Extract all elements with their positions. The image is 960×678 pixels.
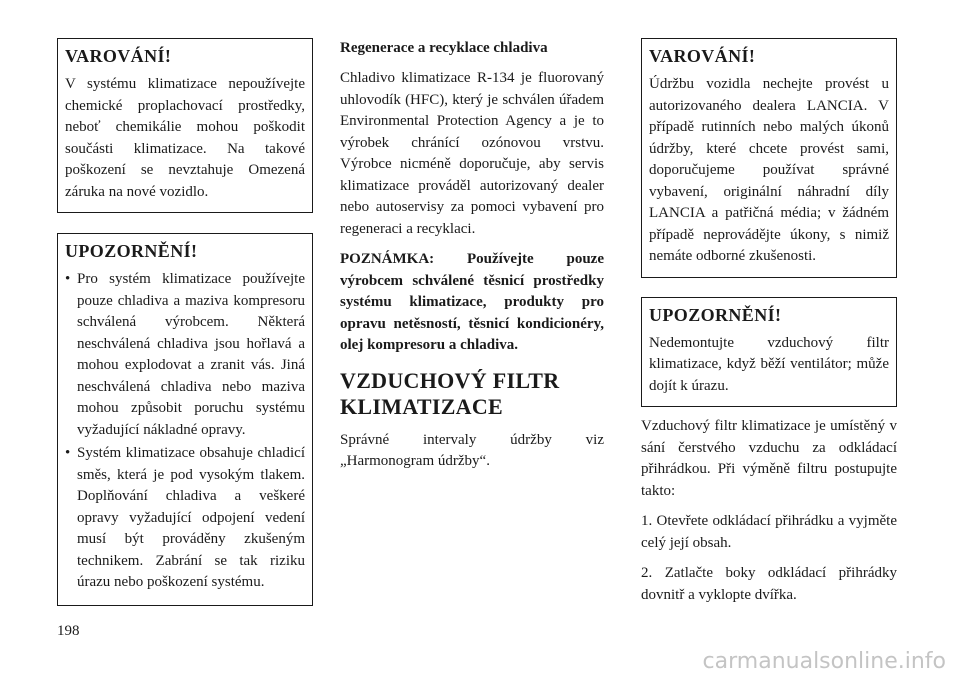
warning-title: VAROVÁNÍ! [65, 46, 172, 66]
warning-text: V systému klimatizace nepoužívejte chemické proplachovací prostředky, neboť chemikálie mohou poškodit součásti klimatizace. Na takové poškození se nevztahuje Omezená záruka na nové vozidlo. [65, 76, 305, 200]
caution-title: UPOZORNĚNÍ! [65, 241, 198, 261]
section-paragraph: Správné intervaly údržby viz „Harmonogram údržby“. [340, 431, 604, 469]
step-item: 1. Otevřete odkládací přihrádku a vyjměte celý její obsah. [641, 513, 897, 551]
watermark: carmanualsonline.info [702, 649, 946, 674]
step-item: 2. Zatlačte boky odkládací přihrádky dovnitř a vyklopte dvířka. [641, 565, 897, 603]
caution-title: UPOZORNĚNÍ! [649, 304, 782, 325]
right-column [641, 38, 897, 615]
refrigerant-subheading: Regenerace a recyklace chladiva [340, 40, 548, 56]
warning-box [57, 38, 313, 213]
caution-list [65, 269, 305, 594]
caution-box [57, 233, 313, 606]
caution-box [641, 297, 897, 408]
note-paragraph: POZNÁMKA: Používejte pouze výrobcem schválené těsnicí prostředky systému klimatizace, produkty pro opravu netěsností, těsnicí kondicionéry, olej kompresoru a chladiva. [340, 251, 604, 353]
caution-bullet: • Pro systém klimatizace používejte pouze chladiva a maziva kompresoru schválená výrobcem. Některá neschválená chladiva jsou hořlavá a mohou explodovat a zranit vás. Jiná neschválená chladiva nebo maziva mohou způsobit poruchu systému vyžadující nákladné opravy. [65, 269, 305, 441]
middle-column [340, 38, 604, 482]
page-number: 198 [57, 623, 80, 639]
warning-title: VAROVÁNÍ! [649, 46, 756, 66]
warning-box [641, 38, 897, 278]
caution-bullet: • Systém klimatizace obsahuje chladicí směs, která je pod vysokým tlakem. Doplňování chladiva a veškeré opravy vyžadující odpojení vedení musí být prováděny zkušeným technikem. Zabrání se tak riziku úrazu nebo poškození systému. [65, 443, 305, 594]
refrigerant-paragraph: Chladivo klimatizace R-134 je fluorovaný uhlovodík (HFC), který je schválen úřadem Environmental Protection Agency a je to výrobek chránící ozónovou vrstvu. Výrobce nicméně doporučuje, aby servis klimatizace prováděl autorizovaný dealer nebo autoservisy za pomoci vybavení pro regeneraci a recyklaci. [340, 70, 604, 237]
left-column [57, 38, 313, 606]
warning-text: Údržbu vozidla nechejte provést u autorizovaného dealera LANCIA. V případě rutinních nebo malých úkonů údržby, které chcete provést sami, doporučujeme používat správné vybavení, originální náhradní díly LANCIA a patřičná média; v žádném případě neprovádějte úkony, s nimiž nemáte odborné zkušenosti. [649, 76, 889, 264]
filter-paragraph: Vzduchový filtr klimatizace je umístěný v sání čerstvého vzduchu za odkládací přihrádkou. Při výměně filtru postupujte takto: [641, 418, 897, 499]
caution-text: Nedemontujte vzduchový filtr klimatizace, když běží ventilátor; může dojít k úrazu. [649, 334, 889, 394]
section-heading: VZDUCHOVÝ FILTR KLIMATIZACE [340, 367, 560, 419]
